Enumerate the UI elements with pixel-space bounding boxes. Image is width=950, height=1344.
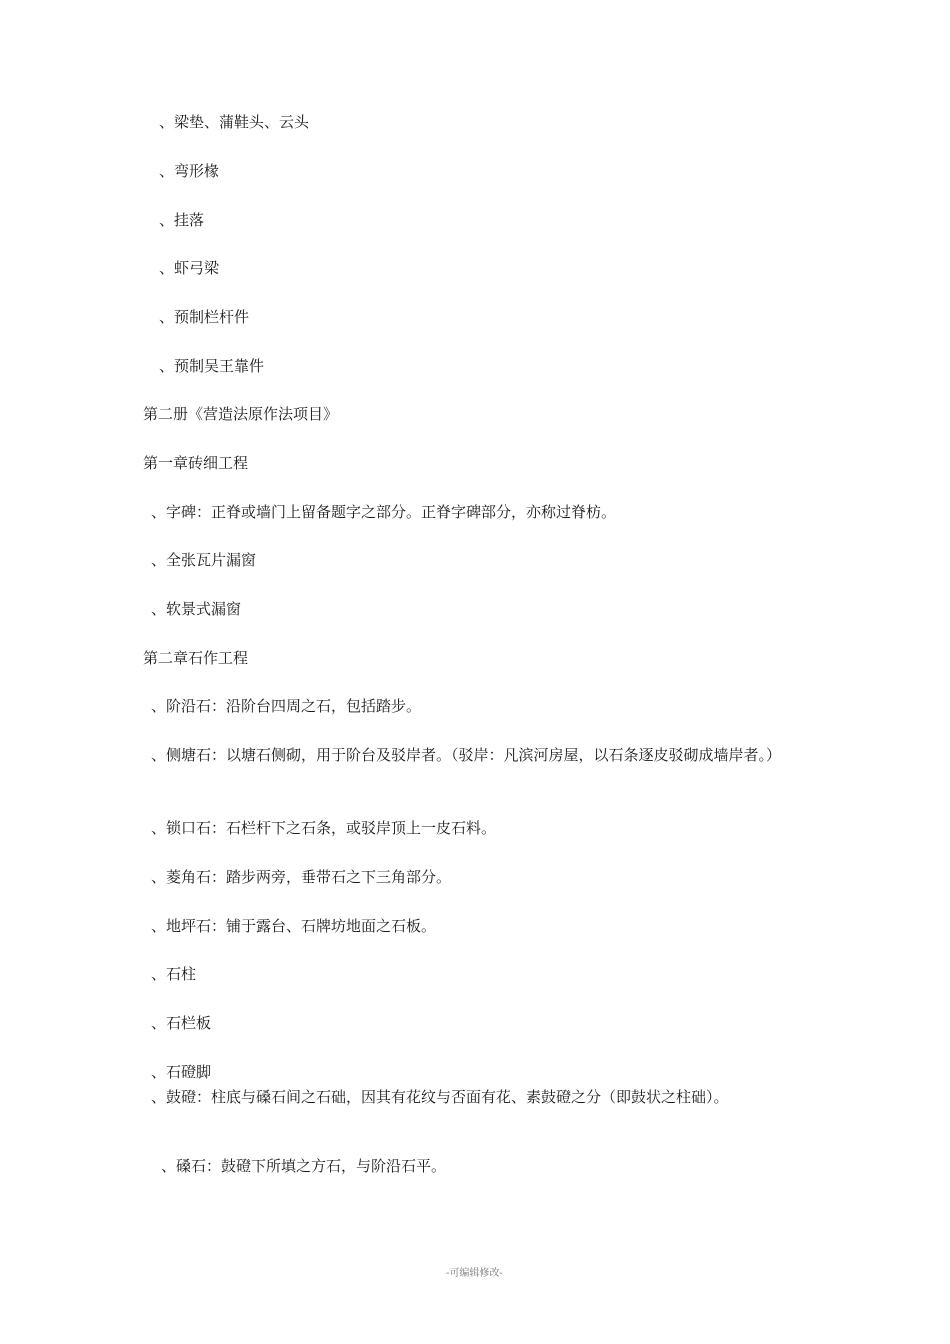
- line-jieyanshi: 、阶沿石：沿阶台四周之石，包括踏步。: [151, 697, 422, 715]
- line-yuzhi-langan: 、预制栏杆件: [159, 308, 250, 326]
- line-cetangshi: 、侧塘石：以塘石侧砌，用于阶台及驳岸者。（驳岸：凡滨河房屋，以石条逐皮驳砌成墙岸者。）: [151, 746, 782, 764]
- line-sangshi: 、磉石：鼓磴下所填之方石，与阶沿石平。: [161, 1157, 447, 1175]
- line-zibei: 、字碑：正脊或墙门上留备题字之部分。正脊字碑部分，亦称过脊枋。: [151, 503, 617, 521]
- line-wanxingchuan: 、弯形椽: [159, 162, 220, 180]
- line-shilanban: 、石栏板: [151, 1014, 212, 1032]
- line-xiagongliang: 、虾弓梁: [159, 259, 220, 277]
- line-ruanjing-louchuang: 、软景式漏窗: [151, 600, 242, 618]
- chapter-2-heading: 第二章石作工程: [143, 649, 249, 667]
- line-liangdian: 、梁垫、蒲鞋头、云头: [159, 113, 310, 131]
- line-yuzhi-wuwangkao: 、预制吴王靠件: [159, 357, 265, 375]
- page-footer: -可编辑修改-: [446, 1268, 503, 1279]
- chapter-1-heading: 第一章砖细工程: [143, 454, 249, 472]
- line-gualuo: 、挂落: [159, 211, 205, 229]
- line-suokoushi: 、锁口石：石栏杆下之石条，或驳岸顶上一皮石料。: [151, 819, 497, 837]
- line-dipingshi: 、地坪石：铺于露台、石牌坊地面之石板。: [151, 917, 437, 935]
- volume-heading: 第二册《营造法原作法项目》: [143, 405, 339, 423]
- line-shizhu: 、石柱: [151, 965, 197, 983]
- line-shidengjiao: 、石磴脚: [151, 1063, 212, 1081]
- line-lingjiaoshi: 、菱角石：踏步两旁，垂带石之下三角部分。: [151, 868, 452, 886]
- line-gudeng: 、鼓磴：柱底与磉石间之石础，因其有花纹与否面有花、素鼓磴之分（即鼓状之柱础）。: [151, 1088, 729, 1106]
- line-quanzhang-louchuang: 、全张瓦片漏窗: [151, 551, 257, 569]
